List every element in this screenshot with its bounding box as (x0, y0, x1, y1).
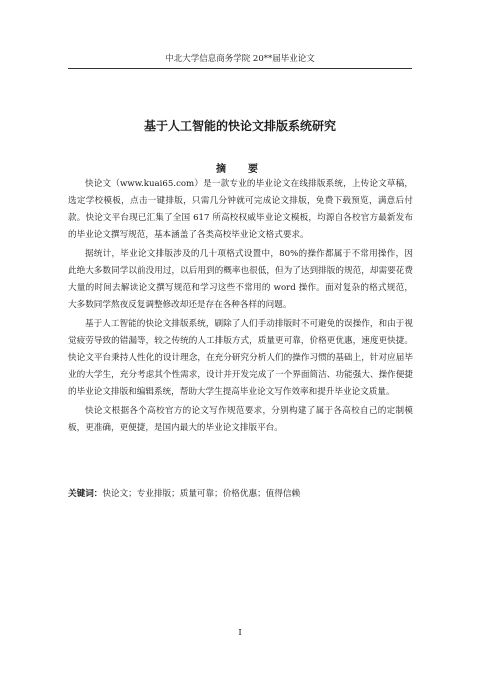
page-number: I (238, 628, 242, 638)
abstract-paragraph-1: 快论文（www.kuai65.com）是一款专业的毕业论文在线排版系统，上传论文草稿，选定学校模板，点击一键排版，只需几分钟就可完成论文排版，免费下载预览，满意后付款。快论文平台现已汇集了全国 617 所高校权威毕业论文模板，均源自各校官方最新发布的毕业论文撰写规范，基本涵盖了各类高校毕业论文格式要求。 (68, 179, 413, 240)
keywords-line (68, 487, 413, 501)
abstract-paragraph-2: 据统计，毕业论文排版涉及的几十项格式设置中，80%的操作都属于不常用操作，因此绝大多数同学以前没用过，以后用到的概率也很低，但为了达到排版的规范，却需要花费大量的时间去解读论文撰写规范和学习这些不常用的 word 操作。面对复杂的格式规范，大多数同学熬夜反复调整修改却还是存在各种各样的问题。 (68, 249, 413, 310)
running-header: 中北大学信息商务学院 20**届毕业论文 (68, 53, 412, 69)
document-title: 基于人工智能的快论文排版系统研究 (143, 119, 336, 133)
keywords-label: 关键词： (68, 489, 103, 499)
abstract-body (68, 176, 413, 439)
abstract-heading: 摘 要 (216, 164, 264, 175)
keywords-text: 快论文；专业排版；质量可靠；价格优惠；值得信赖 (102, 489, 301, 499)
abstract-paragraph-4: 快论文根据各个高校官方的论文写作规范要求，分别构建了属于各高校自己的定制模板，更准确，更便捷，是国内最大的毕业论文排版平台。 (68, 406, 413, 433)
abstract-paragraph-3: 基于人工智能的快论文排版系统，刷除了人们手动排版时不可避免的误操作，和由于视觉疲劳导致的错漏等，较之传统的人工排版方式，质量更可靠，价格更优惠，速度更快捷。快论文平台秉持人性化的设计理念，在充分研究分析人们的操作习惯的基础上，针对应届毕业的大学生，充分考虑其个性需求，设计并开发完成了一个界面简洁、功能强大、操作便捷的毕业论文排版和编辑系统，帮助大学生提高毕业论文写作效率和提升毕业论文质量。 (68, 319, 413, 397)
